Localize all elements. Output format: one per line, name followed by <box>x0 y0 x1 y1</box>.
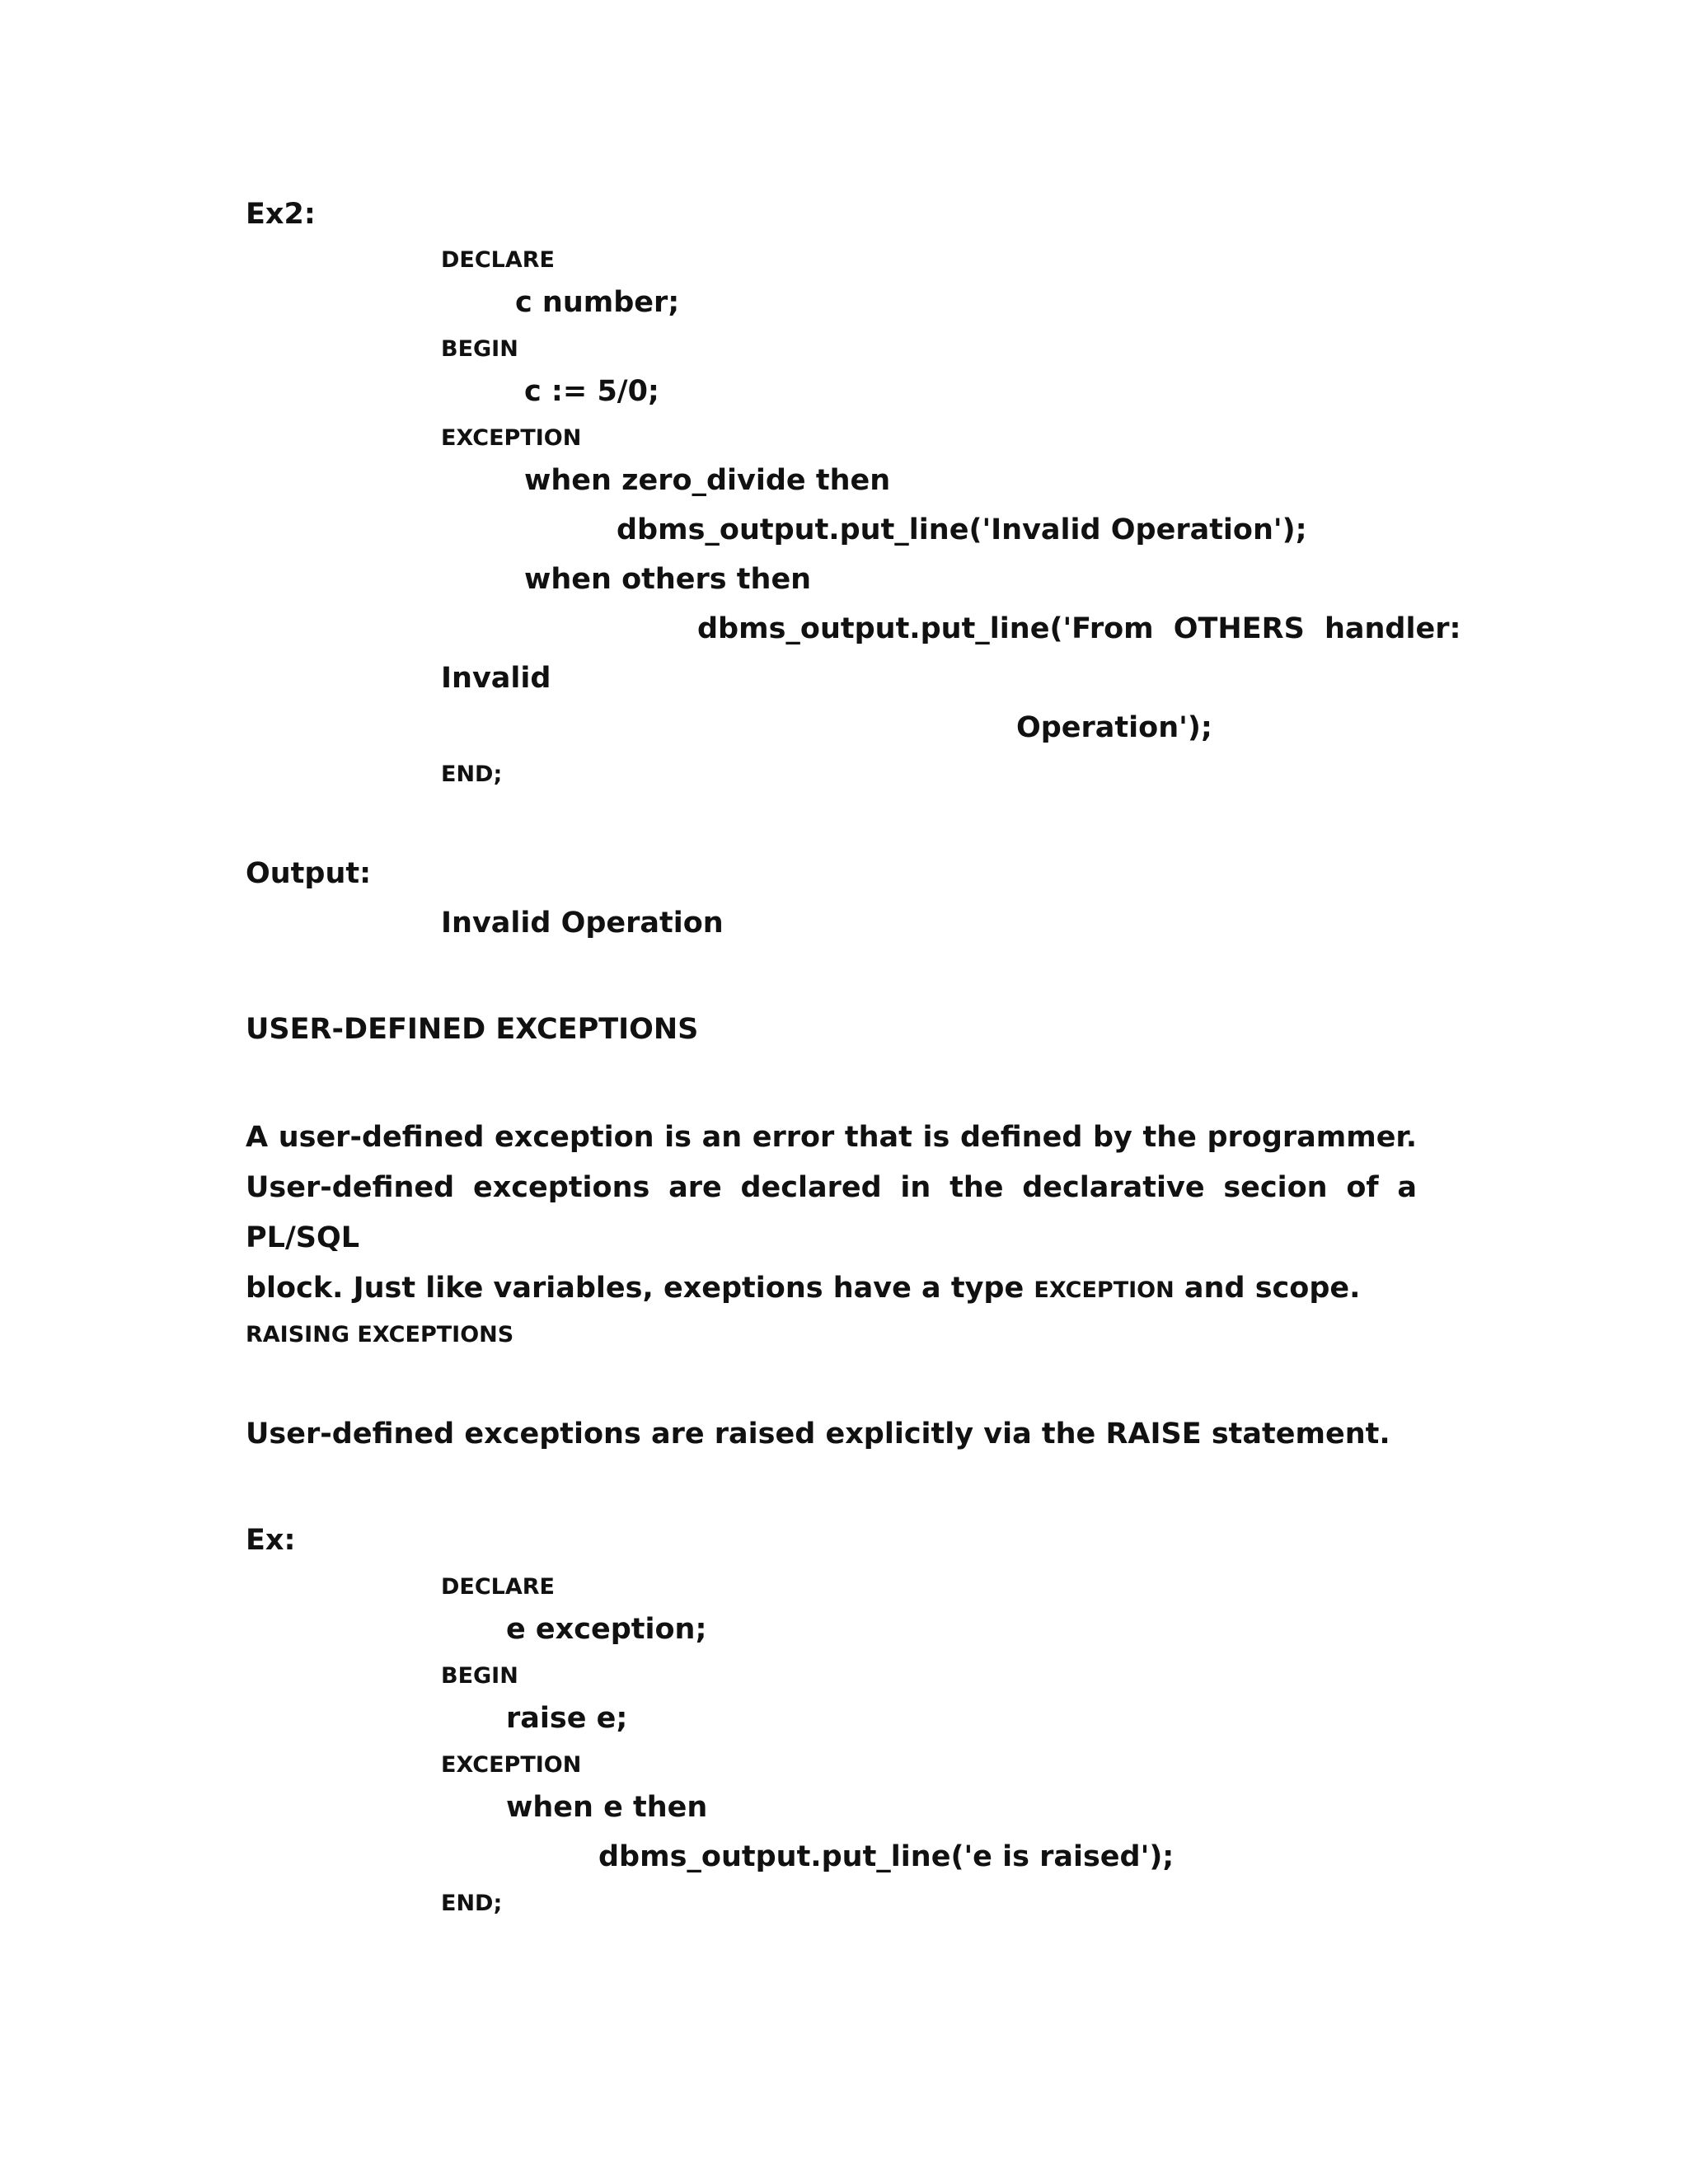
code-line: Operation'); <box>1016 711 1212 744</box>
output-label: Output: <box>246 857 372 890</box>
paragraph-text: block. Just like variables, exeptions have a type <box>246 1272 1034 1305</box>
code-end-keyword: END; <box>441 1891 503 1916</box>
code-line: dbms_output.put_line('Invalid Operation'); <box>617 513 1307 546</box>
code-line: when others then <box>524 563 812 596</box>
paragraph-line <box>246 1263 1417 1315</box>
exception-keyword: EXCEPTION <box>1034 1277 1175 1303</box>
code-declare-keyword: DECLARE <box>441 247 556 273</box>
code-line: c number; <box>515 286 680 319</box>
code-line: c := 5/0; <box>524 375 659 408</box>
paragraph-line: A user-defined exception is an error that is defined by the programmer. <box>246 1121 1417 1154</box>
code-line: raise e; <box>506 1702 628 1735</box>
raising-text: User-defined exceptions are raised explicitly via the RAISE statement. <box>246 1418 1390 1451</box>
code-line: e exception; <box>506 1613 707 1646</box>
ex-label: Ex: <box>246 1524 296 1557</box>
code-end-keyword: END; <box>441 762 503 787</box>
paragraph-text: and scope. <box>1174 1272 1361 1305</box>
output-value: Invalid Operation <box>441 907 724 940</box>
user-defined-paragraph <box>246 1113 1417 1315</box>
code-line: dbms_output.put_line('From OTHERS handler: <box>697 612 1461 645</box>
ex2-label: Ex2: <box>246 198 316 231</box>
code-begin-keyword: BEGIN <box>441 1663 518 1689</box>
code-line: when zero_divide then <box>524 464 891 497</box>
code-exception-keyword: EXCEPTION <box>441 425 582 451</box>
code-line: when e then <box>506 1791 708 1824</box>
code-begin-keyword: BEGIN <box>441 336 518 362</box>
section-heading: USER-DEFINED EXCEPTIONS <box>246 1013 699 1046</box>
code-declare-keyword: DECLARE <box>441 1574 556 1600</box>
paragraph-line: User-defined exceptions are declared in the declarative secion of a PL/SQL <box>246 1171 1417 1254</box>
code-line: Invalid <box>441 662 551 695</box>
code-exception-keyword: EXCEPTION <box>441 1752 582 1778</box>
code-line: dbms_output.put_line('e is raised'); <box>598 1840 1175 1873</box>
section-heading: RAISING EXCEPTIONS <box>246 1322 514 1347</box>
